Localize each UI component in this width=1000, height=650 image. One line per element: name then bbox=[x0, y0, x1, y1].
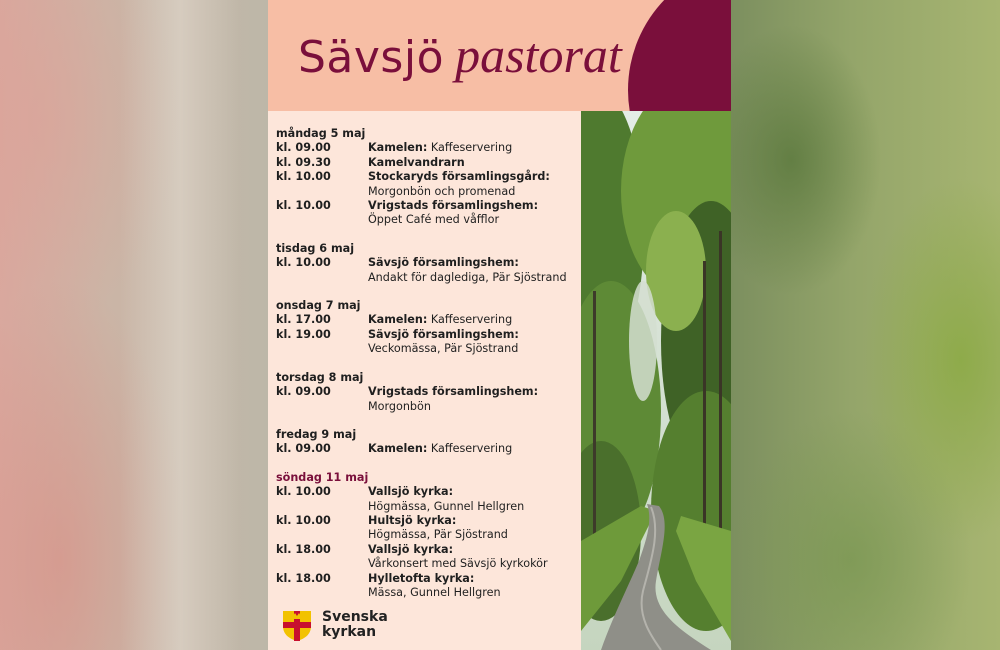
svenska-kyrkan-logo bbox=[280, 608, 388, 642]
schedule-entry bbox=[276, 385, 581, 414]
entry-time: kl. 09.00 bbox=[276, 141, 331, 155]
day-heading: fredag 9 maj bbox=[276, 427, 357, 441]
background-left-blur bbox=[0, 0, 268, 650]
schedule-entry bbox=[276, 572, 581, 601]
poster-title bbox=[298, 26, 622, 84]
entry-place: Sävsjö församlingshem: bbox=[368, 327, 519, 341]
schedule-entry bbox=[276, 156, 581, 170]
logo-line-1: Svenska bbox=[322, 609, 388, 625]
entry-time: kl. 09.30 bbox=[276, 155, 331, 169]
entry-place: Sävsjö församlingshem: bbox=[368, 256, 519, 270]
poster bbox=[268, 0, 731, 650]
entry-detail: Högmässa, Gunnel Hellgren bbox=[368, 499, 525, 513]
entry-time: kl. 10.00 bbox=[276, 513, 331, 527]
day-block bbox=[276, 127, 581, 228]
entry-place: Kamelen: bbox=[368, 141, 428, 155]
title-sub: pastorat bbox=[455, 27, 622, 83]
entry-place: Hultsjö kyrka: bbox=[368, 513, 457, 527]
entry-place: Kamelvandrarn bbox=[368, 155, 465, 169]
entry-place: Kamelen: bbox=[368, 313, 428, 327]
day-heading: söndag 11 maj bbox=[276, 470, 369, 484]
entry-time: kl. 10.00 bbox=[276, 485, 331, 499]
forest-road-photo bbox=[581, 111, 731, 650]
entry-place: Vrigstads församlingshem: bbox=[368, 199, 539, 213]
entry-place: Vallsjö kyrka: bbox=[368, 542, 454, 556]
entry-place: Vrigstads församlingshem: bbox=[368, 385, 539, 399]
schedule-entry bbox=[276, 256, 581, 285]
entry-place: Kamelen: bbox=[368, 442, 428, 456]
schedule-entry bbox=[276, 485, 581, 514]
logo-line-2: kyrkan bbox=[322, 624, 377, 640]
day-block bbox=[276, 299, 581, 357]
entry-time: kl. 10.00 bbox=[276, 170, 331, 184]
entry-detail-inline: Kaffeservering bbox=[427, 141, 513, 155]
entry-detail: Vårkonsert med Sävsjö kyrkokör bbox=[368, 557, 548, 571]
day-heading: onsdag 7 maj bbox=[276, 299, 361, 313]
entry-detail: Öppet Café med våfflor bbox=[368, 213, 500, 227]
schedule-entry bbox=[276, 442, 581, 456]
schedule bbox=[276, 127, 581, 614]
entry-place: Stockaryds församlingsgård: bbox=[368, 170, 550, 184]
entry-detail: Morgonbön och promenad bbox=[368, 184, 516, 198]
title-main: Sävsjö bbox=[298, 32, 444, 83]
entry-detail: Mässa, Gunnel Hellgren bbox=[368, 585, 501, 599]
schedule-entry bbox=[276, 141, 581, 155]
entry-place: Hylletofta kyrka: bbox=[368, 571, 475, 585]
entry-detail: Morgonbön bbox=[368, 399, 431, 413]
entry-time: kl. 10.00 bbox=[276, 199, 331, 213]
entry-time: kl. 09.00 bbox=[276, 442, 331, 456]
schedule-entry bbox=[276, 170, 581, 199]
day-block bbox=[276, 471, 581, 601]
entry-place: Vallsjö kyrka: bbox=[368, 485, 454, 499]
header-corner-shape bbox=[628, 0, 731, 111]
day-heading: torsdag 8 maj bbox=[276, 370, 364, 384]
entry-detail-inline: Kaffeservering bbox=[427, 313, 513, 327]
entry-time: kl. 17.00 bbox=[276, 313, 331, 327]
schedule-entry bbox=[276, 313, 581, 327]
day-block bbox=[276, 428, 581, 457]
entry-time: kl. 18.00 bbox=[276, 542, 331, 556]
entry-time: kl. 09.00 bbox=[276, 385, 331, 399]
entry-time: kl. 18.00 bbox=[276, 571, 331, 585]
entry-detail: Högmässa, Pär Sjöstrand bbox=[368, 528, 508, 542]
background-right-blur bbox=[731, 0, 1000, 650]
schedule-entry bbox=[276, 514, 581, 543]
poster-header bbox=[268, 0, 731, 111]
entry-detail: Andakt för dagledigа, Pär Sjöstrand bbox=[368, 270, 567, 284]
church-cross-crown-icon bbox=[280, 608, 314, 642]
entry-time: kl. 10.00 bbox=[276, 256, 331, 270]
schedule-entry bbox=[276, 328, 581, 357]
entry-detail: Veckomässa, Pär Sjöstrand bbox=[368, 342, 519, 356]
day-block bbox=[276, 371, 581, 414]
day-block bbox=[276, 242, 581, 285]
entry-detail-inline: Kaffeservering bbox=[427, 442, 513, 456]
schedule-entry bbox=[276, 543, 581, 572]
day-heading: måndag 5 maj bbox=[276, 127, 366, 140]
schedule-entry bbox=[276, 199, 581, 228]
entry-time: kl. 19.00 bbox=[276, 327, 331, 341]
day-heading: tisdag 6 maj bbox=[276, 241, 355, 255]
